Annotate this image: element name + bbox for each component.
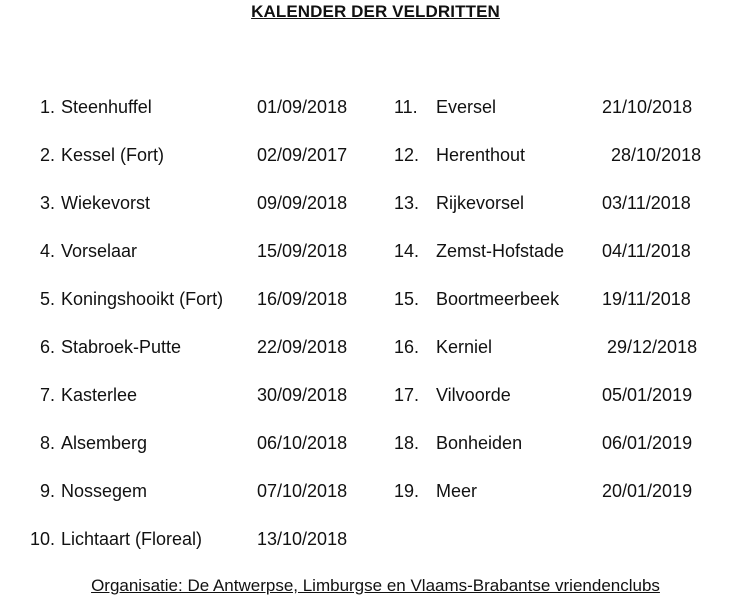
race-place: Lichtaart (Floreal) <box>61 529 203 549</box>
race-number: 3. <box>39 193 55 213</box>
race-number: 5. <box>39 289 55 309</box>
race-number: 2. <box>39 145 55 165</box>
race-number: 12. <box>394 145 420 165</box>
organisation-footer: Organisatie: De Antwerpse, Limburgse en Vlaams-Brabantse vriendenclubs <box>91 576 660 595</box>
race-place: Stabroek-Putte <box>61 337 182 357</box>
race-number: 9. <box>39 481 55 501</box>
race-place: Rijkevorsel <box>436 193 525 213</box>
race-number: 14. <box>394 241 420 261</box>
race-place: Boortmeerbeek <box>436 289 560 309</box>
race-place: Zemst-Hofstade <box>436 241 565 261</box>
race-row <box>0 287 380 335</box>
race-row <box>380 95 751 143</box>
race-place: Kessel (Fort) <box>61 145 165 165</box>
race-number: 16. <box>394 337 420 357</box>
race-date: 28/10/2018 <box>611 145 702 165</box>
race-row <box>380 479 751 527</box>
race-row <box>380 143 751 191</box>
race-number: 18. <box>394 433 420 453</box>
race-row <box>0 191 380 239</box>
race-date: 07/10/2018 <box>257 481 348 501</box>
race-place: Vilvoorde <box>436 385 511 405</box>
race-place: Alsemberg <box>61 433 148 453</box>
race-place: Wiekevorst <box>61 193 151 213</box>
race-date: 13/10/2018 <box>257 529 348 549</box>
race-row <box>380 287 751 335</box>
race-place: Herenthout <box>436 145 526 165</box>
race-row <box>380 383 751 431</box>
race-number: 8. <box>39 433 55 453</box>
race-place: Vorselaar <box>61 241 138 261</box>
race-row <box>0 383 380 431</box>
race-date: 03/11/2018 <box>602 193 691 213</box>
race-place: Nossegem <box>61 481 148 501</box>
race-date: 29/12/2018 <box>607 337 698 357</box>
race-row <box>0 527 380 575</box>
race-row <box>380 191 751 239</box>
race-number: 13. <box>394 193 420 213</box>
race-date: 01/09/2018 <box>257 97 348 117</box>
race-date: 15/09/2018 <box>257 241 348 261</box>
race-row <box>0 143 380 191</box>
race-list-right <box>380 95 751 527</box>
race-number: 6. <box>39 337 55 357</box>
race-date: 16/09/2018 <box>257 289 348 309</box>
race-date: 06/01/2019 <box>602 433 693 453</box>
race-number: 7. <box>39 385 55 405</box>
race-place: Koningshooikt (Fort) <box>61 289 224 309</box>
race-number: 17. <box>394 385 420 405</box>
race-date: 06/10/2018 <box>257 433 348 453</box>
race-number: 4. <box>39 241 55 261</box>
race-place: Kerniel <box>436 337 493 357</box>
race-row <box>0 479 380 527</box>
race-date: 02/09/2017 <box>257 145 348 165</box>
race-row <box>380 431 751 479</box>
document-title: KALENDER DER VELDRITTEN <box>251 2 500 21</box>
race-number: 11. <box>394 97 418 117</box>
race-date: 19/11/2018 <box>602 289 691 309</box>
race-number: 19. <box>394 481 420 501</box>
race-row <box>380 335 751 383</box>
race-place: Meer <box>436 481 478 501</box>
race-place: Bonheiden <box>436 433 523 453</box>
race-number: 1. <box>39 97 55 117</box>
race-row <box>0 239 380 287</box>
race-place: Eversel <box>436 97 497 117</box>
race-row <box>380 239 751 287</box>
race-date: 21/10/2018 <box>602 97 693 117</box>
race-date: 04/11/2018 <box>602 241 691 261</box>
race-date: 05/01/2019 <box>602 385 693 405</box>
race-place: Kasterlee <box>61 385 138 405</box>
race-date: 30/09/2018 <box>257 385 348 405</box>
race-date: 09/09/2018 <box>257 193 348 213</box>
race-number: 15. <box>394 289 420 309</box>
race-number: 10. <box>29 529 55 549</box>
race-list-left <box>0 95 380 575</box>
race-date: 20/01/2019 <box>602 481 693 501</box>
race-place: Steenhuffel <box>61 97 152 117</box>
race-row <box>0 335 380 383</box>
race-row <box>0 431 380 479</box>
race-date: 22/09/2018 <box>257 337 348 357</box>
race-row <box>0 95 380 143</box>
